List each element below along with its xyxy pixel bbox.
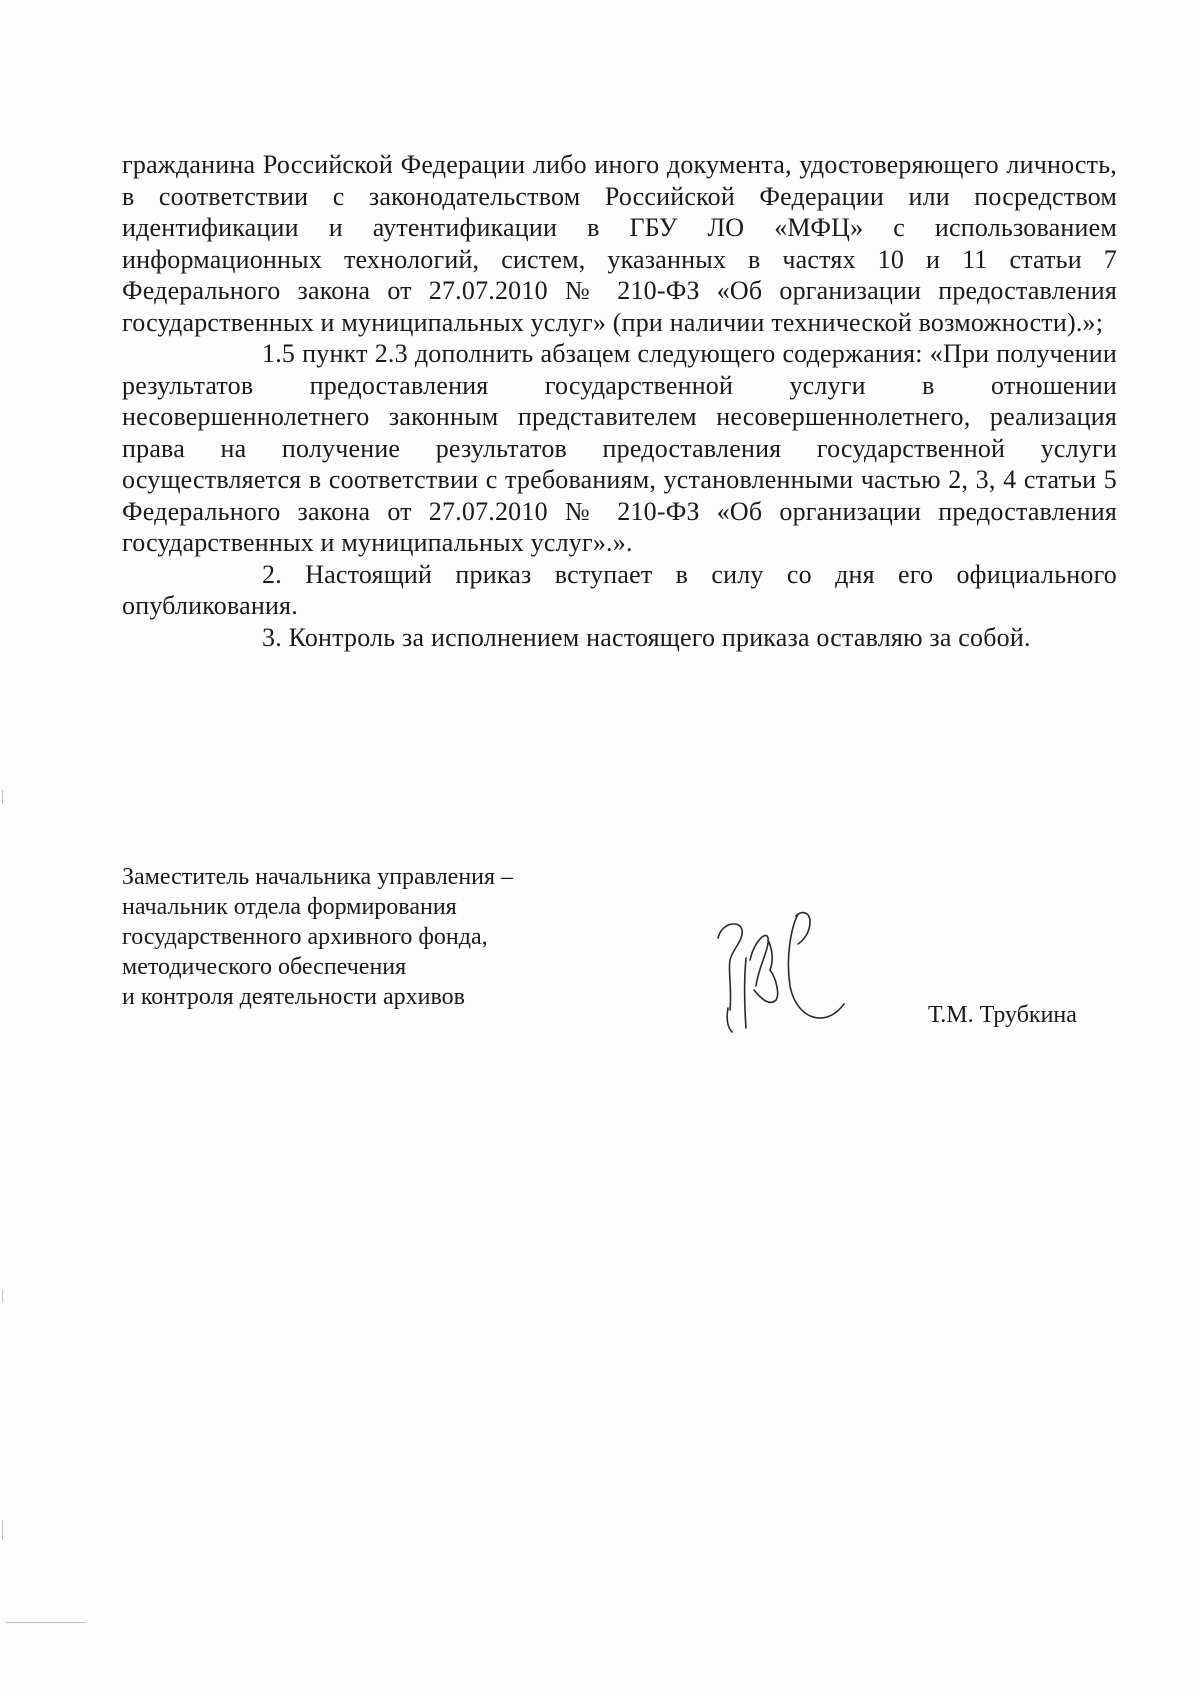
- item-text: пункт 2.3 дополнить абзацем следующего содержания: «При получении результатов предоставления государственной услуги в отношении несовершеннолетнего законным представителем несовершеннолетнего, реализация права на получение результатов предоставления государственной услуги осуществляется в соответствии с требованиям, установленными частью 2, 3, 4 статьи 5 Федерального закона от 27.07.2010 № 210-ФЗ «Об организации предоставления государственных и муниципальных услуг».».: [122, 339, 1118, 557]
- item-number: 2.: [262, 559, 282, 589]
- scan-edge-mark: [2, 1520, 3, 1540]
- item-number: 1.5: [262, 339, 296, 368]
- paragraph-continuation: гражданина Российской Федерации либо иного документа, удостоверяющего личность, в соответствии с законодательством Российской Федерации или посредством идентификации и аутентификации в ГБУ ЛО «МФЦ» с использованием информационных технологий, систем, указанных в частях 10 и 11 статьи 7 Федерального закона от 27.07.2010 № 210-ФЗ «Об организации предоставления государственных и муниципальных услуг» (при наличии технической возможности).»;: [122, 150, 1117, 337]
- signatory-title-line: Заместитель начальника управления –: [122, 864, 514, 890]
- signatory-title: [122, 862, 513, 1012]
- signer-name: Т.М. Трубкина: [928, 1002, 1077, 1028]
- item-2: [122, 559, 1117, 622]
- item-text: Настоящий приказ вступает в силу со дня его официального опубликования.: [122, 559, 1117, 620]
- item-3: [122, 622, 1117, 654]
- signatory-title-line: методического обеспечения: [122, 954, 407, 980]
- scan-edge-mark: [2, 1290, 3, 1302]
- item-text: Контроль за исполнением настоящего приказа оставляю за собой.: [288, 622, 1031, 652]
- signatory-title-line: государственного архивного фонда,: [122, 924, 488, 950]
- signatory-title-line: и контроля деятельности архивов: [122, 984, 465, 1010]
- item-number: 3.: [262, 622, 282, 652]
- handwritten-signature: [710, 900, 860, 1040]
- document-body: [122, 149, 1117, 653]
- item-1-5: [122, 338, 1117, 559]
- scan-edge-mark: [6, 1622, 86, 1623]
- scan-edge-mark: [2, 790, 3, 804]
- signatory-title-line: начальник отдела формирования: [122, 894, 457, 920]
